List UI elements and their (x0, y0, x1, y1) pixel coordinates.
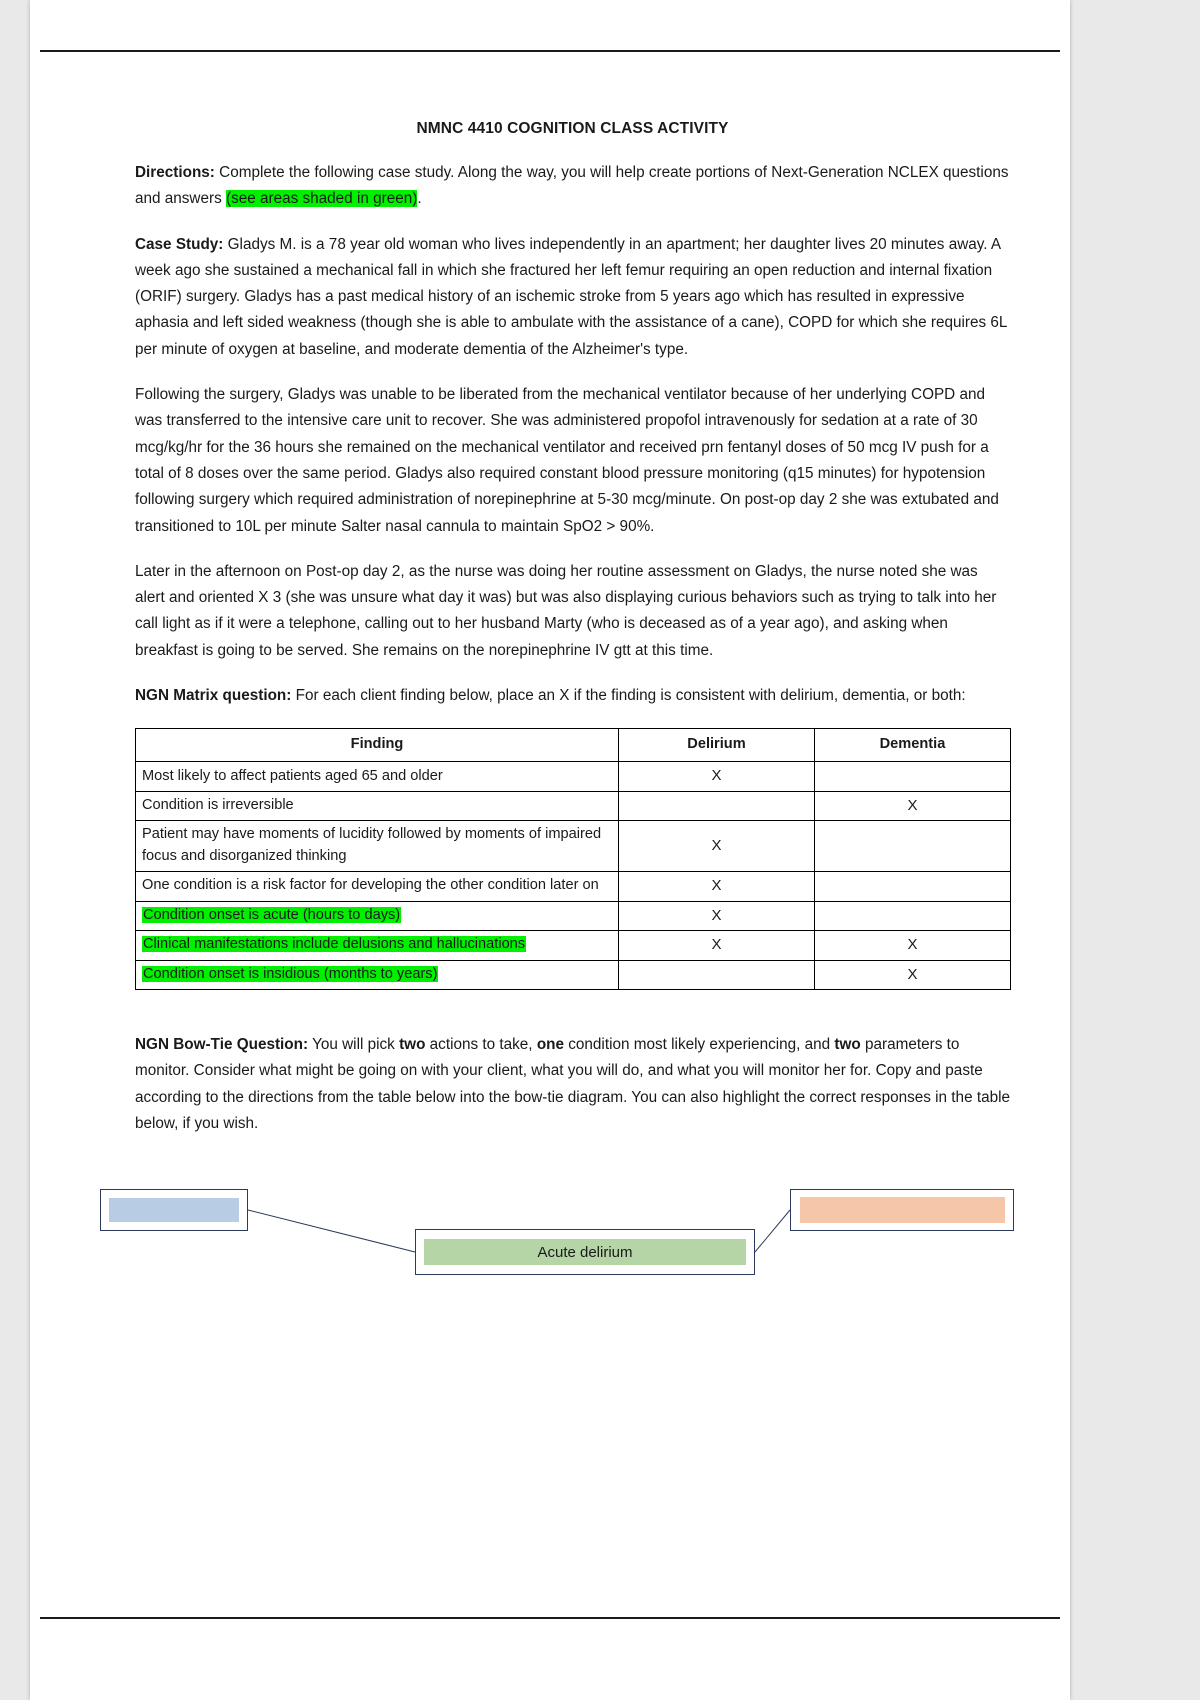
assessment-paragraph: Later in the afternoon on Post-op day 2, as the nurse was doing her routine assessment on Gladys, the nurse noted she was alert and oriented X 3 (she was unsure what day it was) but was also displaying curious behaviors such as trying to talk into her call light as if it were a telephone, calling out to her husband Marty (who is deceased as of a year ago), and asking when breakfast is going to be served. She remains on the norepinephrine IV gtt at this time. (135, 562, 997, 659)
delirium-cell[interactable]: X (619, 872, 815, 902)
table-header-row (136, 729, 1011, 762)
bowtie-bold-two-actions: two (399, 1036, 426, 1054)
delirium-cell[interactable]: X (619, 762, 815, 792)
bowtie-right-box[interactable] (790, 1189, 1014, 1231)
directions-paragraph (135, 160, 1010, 213)
dementia-cell[interactable] (815, 821, 1011, 872)
surgery-paragraph: Following the surgery, Gladys was unable to be liberated from the mechanical ventilator because of her underlying COPD and was transferred to the intensive care unit to recover. She was administered propofol intravenously for sedation at a rate of 30 mcg/kg/hr for the 36 hours she remained on the mechanical ventilator and received prn fentanyl doses of 50 mcg IV push for a total of 8 doses over the same period. Gladys also required constant blood pressure monitoring (q15 minutes) for hypotension following surgery which required administration of norepinephrine at 5-30 mcg/minute. On post-op day 2 she was extubated and transitioned to 10L per minute Salter nasal cannula to maintain SpO2 > 90%. (135, 386, 999, 535)
directions-highlight: (see areas shaded in green) (225, 190, 418, 208)
matrix-question-text: For each client finding below, place an X if the finding is consistent with delirium, dementia, or both: (291, 687, 966, 705)
case-study-text: Gladys M. is a 78 year old woman who lives independently in an apartment; her daughter lives 20 minutes away. A week ago she sustained a mechanical fall in which she fractured her left femur requiring an open reduction and internal fixation (ORIF) surgery. Gladys has a past medical history of an ischemic stroke from 5 years ago which has resulted in expressive aphasia and left sided weakness (though she is able to ambulate with the assistance of a cane), COPD for which she requires 6L per minute of oxygen at baseline, and moderate dementia of the Alzheimer's type. (135, 235, 1007, 358)
finding-text: Patient may have moments of lucidity followed by moments of impaired focus and disorganized thinking (142, 826, 602, 865)
table-row (136, 791, 1011, 821)
dementia-cell[interactable] (815, 762, 1011, 792)
dementia-cell[interactable] (815, 872, 1011, 902)
matrix-table (135, 728, 1011, 990)
finding-cell (136, 762, 619, 792)
delirium-cell[interactable]: X (619, 901, 815, 931)
finding-cell (136, 821, 619, 872)
column-header-dementia: Dementia (815, 729, 1011, 762)
delirium-cell[interactable]: X (619, 821, 815, 872)
table-row (136, 872, 1011, 902)
case-study-label: Case Study: (135, 235, 224, 253)
column-header-finding: Finding (136, 729, 619, 762)
matrix-question-label: NGN Matrix question: (135, 687, 292, 705)
bowtie-diagram (90, 1179, 1010, 1349)
directions-text-after: . (417, 190, 422, 208)
bowtie-seg3: condition most likely experiencing, and (564, 1036, 835, 1054)
bowtie-bold-two-parameters: two (834, 1036, 861, 1054)
column-header-delirium: Delirium (619, 729, 815, 762)
dementia-cell[interactable]: X (815, 960, 1011, 990)
page-title: NMNC 4410 COGNITION CLASS ACTIVITY (416, 120, 729, 137)
table-row (136, 762, 1011, 792)
bowtie-left-box[interactable] (100, 1189, 248, 1231)
table-row (136, 901, 1011, 931)
table-row (136, 960, 1011, 990)
finding-text-highlighted: Condition onset is acute (hours to days) (143, 906, 401, 923)
bowtie-seg4: parameters to monitor. Consider what might be going on with your client, what you will do, and what you will monitor her for. Copy and paste according to the directions from the table below into the bow-tie diagram. You can also highlight the correct responses in the table below, if you wish. (135, 1036, 1010, 1132)
bowtie-center-box[interactable] (415, 1229, 755, 1275)
finding-cell (136, 960, 619, 990)
directions-text-before: Complete the following case study. Along the way, you will help create portions of Next-Generation NCLEX questions and answers (135, 164, 1009, 208)
bowtie-bold-one-condition: one (536, 1036, 565, 1054)
matrix-question-paragraph (135, 683, 1010, 709)
table-row (136, 821, 1011, 872)
bowtie-seg1: You will pick (308, 1036, 400, 1054)
bowtie-question-paragraph (135, 1032, 1010, 1137)
finding-text: Most likely to affect patients aged 65 and older (142, 767, 443, 784)
document-page (30, 0, 1070, 1700)
bowtie-right-fill (800, 1197, 1005, 1223)
finding-text: Condition is irreversible (142, 797, 294, 814)
dementia-cell[interactable]: X (815, 791, 1011, 821)
page-bottom-rule (40, 1617, 1060, 1619)
finding-cell (136, 791, 619, 821)
document-content (135, 120, 1010, 1349)
delirium-cell[interactable] (619, 791, 815, 821)
bowtie-question-label: NGN Bow-Tie Question: (135, 1036, 309, 1054)
finding-text: One condition is a risk factor for developing the other condition later on (142, 877, 599, 894)
bowtie-center-label: Acute delirium (424, 1239, 746, 1265)
finding-text-highlighted: Condition onset is insidious (months to years) (143, 965, 438, 982)
delirium-cell[interactable]: X (619, 931, 815, 961)
finding-cell (136, 872, 619, 902)
page-top-rule (40, 50, 1060, 52)
dementia-cell[interactable] (815, 901, 1011, 931)
finding-text-highlighted: Clinical manifestations include delusions and hallucinations (143, 936, 526, 953)
delirium-cell[interactable] (619, 960, 815, 990)
matrix-table-body (136, 762, 1011, 990)
bowtie-seg2: actions to take, (425, 1036, 537, 1054)
dementia-cell[interactable]: X (815, 931, 1011, 961)
finding-cell (136, 931, 619, 961)
table-row (136, 931, 1011, 961)
case-study-paragraph (135, 232, 1010, 363)
bowtie-left-fill (109, 1198, 239, 1222)
finding-cell (136, 901, 619, 931)
directions-label: Directions: (135, 164, 215, 181)
